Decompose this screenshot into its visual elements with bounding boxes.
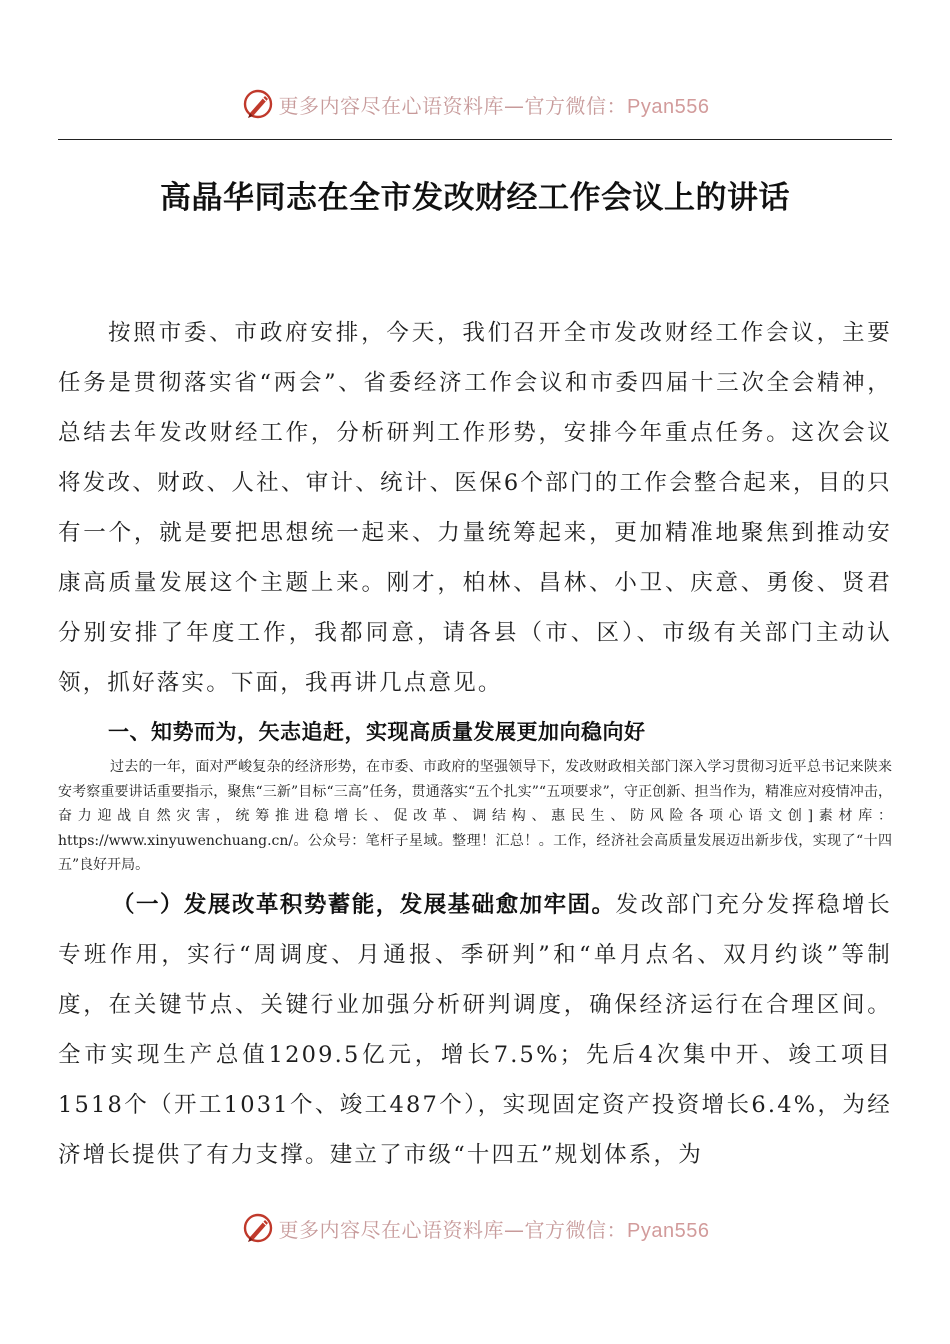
subsection-1-paragraph [58, 880, 892, 1180]
header-divider [58, 139, 892, 140]
header-banner [0, 84, 950, 124]
document-title: 高晶华同志在全市发改财经工作会议上的讲话 [160, 180, 790, 216]
footer-banner-text: 更多内容尽在心语资料库—官方微信：Pyan556 [278, 1217, 710, 1242]
subsection-1-body: 发改部门充分发挥稳增长专班作用，实行“周调度、月通报、季研判”和“单月点名、双月约谈”等制度，在关键节点、关键行业加强分析研判调度，确保经济运行在合理区间。全市实现生产总值1209.5亿元，增长7.5%；先后4次集中开、竣工项目1518个（开工1031个、竣工487个），实现固定资产投资增长6.4%，为经济增长提供了有力支撑。建立了市级“十四五”规划体系，为 [58, 892, 892, 1168]
section-1-heading: 一、知势而为，矢志追赶，实现高质量发展更加向稳向好 [108, 720, 646, 744]
header-banner-content [241, 87, 710, 121]
intro-paragraph: 按照市委、市政府安排，今天，我们召开全市发改财经工作会议，主要任务是贯彻落实省“两会”、省委经济工作会议和市委四届十三次全会精神，总结去年发改财经工作，分析研判工作形势，安排今年重点任务。这次会议将发改、财政、人社、审计、统计、医保6个部门的工作会整合起来，目的只有一个，就是要把思想统一起来、力量统筹起来，更加精准地聚焦到推动安康高质量发展这个主题上来。刚才，柏林、昌林、小卫、庆意、勇俊、贤君分别安排了年度工作，我都同意，请各县（市、区）、市级有关部门主动认领，抓好落实。下面，我再讲几点意见。 [58, 320, 892, 696]
subsection-1-heading: （一）发展改革积势蓄能，发展基础愈加牢固。 [112, 892, 616, 918]
footer-banner [0, 1208, 950, 1248]
header-banner-text: 更多内容尽在心语资料库—官方微信：Pyan556 [278, 93, 710, 118]
pen-logo-icon [241, 87, 275, 121]
section-1-paragraph: 过去的一年，面对严峻复杂的经济形势，在市委、市政府的坚强领导下，发改财政相关部门深入学习贯彻习近平总书记来陕来安考察重要讲话重要指示，聚焦“三新”目标“三高”任务，贯通落实“五个扎实”“五项要求”，守正创新、担当作为，精准应对疫情冲击，奋力迎战自然灾害，统筹推进稳增长、促改革、调结构、惠民生、防风险各项心语文创]素材库：https://www.xinyuwenchuang.cn/。公众号：笔杆子星域。整理！汇总！。工作，经济社会高质量发展迈出新步伐，实现了“十四五”良好开局。 [58, 759, 892, 873]
pen-logo-icon [241, 1211, 275, 1245]
footer-banner-content [241, 1211, 710, 1245]
